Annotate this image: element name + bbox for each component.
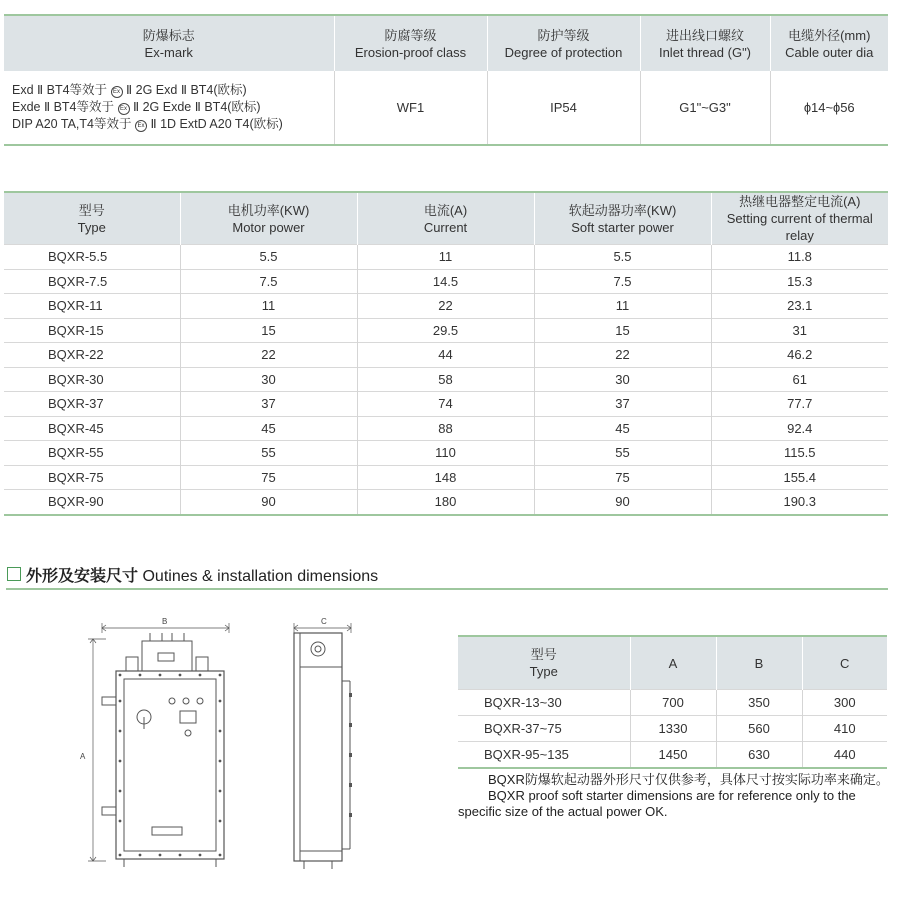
column-header: 电缆外径(mm) Cable outer dia xyxy=(770,15,888,71)
dim-label-c: C xyxy=(321,617,327,626)
value-cell: 7.5 xyxy=(534,269,711,294)
ex-symbol-icon: Ex xyxy=(118,103,130,115)
column-header: 电机功率(KW) Motor power xyxy=(180,192,357,245)
value-cell: 190.3 xyxy=(711,490,888,515)
value-cell: 55 xyxy=(534,441,711,466)
section-heading xyxy=(6,563,888,585)
ex-mark-line: DIP A20 TA,T4等效于 Ex Ⅱ 1D ExtD A20 T4(欧标) xyxy=(12,117,283,131)
table-row xyxy=(4,343,888,368)
table-row xyxy=(4,441,888,466)
table-row xyxy=(458,690,887,716)
column-header: 型号 Type xyxy=(4,192,180,245)
value-cell: 155.4 xyxy=(711,465,888,490)
value-cell: 14.5 xyxy=(357,269,534,294)
column-header: 热继电器整定电流(A) Setting current of thermal relay xyxy=(711,192,888,245)
value-cell: 37 xyxy=(534,392,711,417)
type-cell: BQXR-45 xyxy=(4,416,180,441)
value-cell: 44 xyxy=(357,343,534,368)
value-cell: 410 xyxy=(802,716,887,742)
table-row xyxy=(4,269,888,294)
column-header: 电流(A) Current xyxy=(357,192,534,245)
type-cell: BQXR-75 xyxy=(4,465,180,490)
value-cell: 115.5 xyxy=(711,441,888,466)
value-cell: 11 xyxy=(534,294,711,319)
column-header: 型号 Type xyxy=(458,636,630,690)
section-title: 外形及安装尺寸 Outines & installation dimensions xyxy=(26,568,379,585)
table-row xyxy=(4,71,888,145)
value-cell: 15 xyxy=(180,318,357,343)
value-cell: 77.7 xyxy=(711,392,888,417)
value-cell: 5.5 xyxy=(180,245,357,270)
ex-mark-cell xyxy=(4,71,334,145)
table-row xyxy=(458,716,887,742)
type-cell: BQXR-95~135 xyxy=(458,742,630,769)
value-cell: 15.3 xyxy=(711,269,888,294)
cable-dia-cell: ɸ14~ɸ56 xyxy=(770,71,888,145)
value-cell: 23.1 xyxy=(711,294,888,319)
value-cell: 11.8 xyxy=(711,245,888,270)
value-cell: 30 xyxy=(534,367,711,392)
table-header-row xyxy=(4,15,888,71)
outline-drawing xyxy=(76,611,366,873)
value-cell: 1450 xyxy=(630,742,716,769)
value-cell: 7.5 xyxy=(180,269,357,294)
note-zh: BQXR防爆软起动器外形尺寸仅供参考，具体尺寸按实际功率来确定。 xyxy=(488,772,889,787)
ex-symbol-icon: Ex xyxy=(111,86,123,98)
type-cell: BQXR-13~30 xyxy=(458,690,630,716)
value-cell: 55 xyxy=(180,441,357,466)
table-header-row xyxy=(458,636,887,690)
note-en: BQXR proof soft starter dimensions are for reference only to the specific size of the actual power OK. xyxy=(458,788,856,819)
type-cell: BQXR-90 xyxy=(4,490,180,515)
value-cell: 5.5 xyxy=(534,245,711,270)
table-row xyxy=(4,294,888,319)
value-cell: 45 xyxy=(534,416,711,441)
value-cell: 11 xyxy=(180,294,357,319)
type-cell: BQXR-15 xyxy=(4,318,180,343)
table-row xyxy=(4,416,888,441)
table-header-row xyxy=(4,192,888,245)
table-row xyxy=(4,245,888,270)
type-cell: BQXR-11 xyxy=(4,294,180,319)
value-cell: 37 xyxy=(180,392,357,417)
value-cell: 700 xyxy=(630,690,716,716)
value-cell: 75 xyxy=(180,465,357,490)
table-row xyxy=(458,742,887,769)
value-cell: 300 xyxy=(802,690,887,716)
type-cell: BQXR-30 xyxy=(4,367,180,392)
value-cell: 180 xyxy=(357,490,534,515)
value-cell: 350 xyxy=(716,690,802,716)
reference-note xyxy=(458,772,890,820)
value-cell: 29.5 xyxy=(357,318,534,343)
type-cell: BQXR-5.5 xyxy=(4,245,180,270)
value-cell: 148 xyxy=(357,465,534,490)
column-header: A xyxy=(630,636,716,690)
value-cell: 22 xyxy=(534,343,711,368)
value-cell: 560 xyxy=(716,716,802,742)
table-row xyxy=(4,392,888,417)
column-header: 防护等级 Degree of protection xyxy=(487,15,640,71)
value-cell: 45 xyxy=(180,416,357,441)
value-cell: 90 xyxy=(534,490,711,515)
ex-spec-table xyxy=(4,14,888,146)
protection-cell: IP54 xyxy=(487,71,640,145)
column-header: 进出线口螺纹 Inlet thread (G") xyxy=(640,15,770,71)
type-cell: BQXR-55 xyxy=(4,441,180,466)
value-cell: 1330 xyxy=(630,716,716,742)
front-view xyxy=(80,617,229,867)
dimension-table xyxy=(458,635,887,769)
type-cell: BQXR-7.5 xyxy=(4,269,180,294)
ex-symbol-icon: Ex xyxy=(135,120,147,132)
table-row xyxy=(4,318,888,343)
table-row xyxy=(4,465,888,490)
section-divider xyxy=(6,588,888,590)
ex-mark-line: Exd Ⅱ BT4等效于 Ex Ⅱ 2G Exd Ⅱ BT4(欧标) xyxy=(12,83,247,97)
value-cell: 74 xyxy=(357,392,534,417)
value-cell: 22 xyxy=(357,294,534,319)
value-cell: 22 xyxy=(180,343,357,368)
column-header: 防爆标志 Ex-mark xyxy=(4,15,334,71)
inlet-thread-cell: G1"~G3" xyxy=(640,71,770,145)
value-cell: 61 xyxy=(711,367,888,392)
type-cell: BQXR-22 xyxy=(4,343,180,368)
value-cell: 630 xyxy=(716,742,802,769)
dim-label-a: A xyxy=(80,752,86,761)
value-cell: 88 xyxy=(357,416,534,441)
value-cell: 11 xyxy=(357,245,534,270)
power-spec-table xyxy=(4,191,888,516)
type-cell: BQXR-37~75 xyxy=(458,716,630,742)
value-cell: 30 xyxy=(180,367,357,392)
column-header: B xyxy=(716,636,802,690)
table-row xyxy=(4,490,888,515)
value-cell: 440 xyxy=(802,742,887,769)
value-cell: 110 xyxy=(357,441,534,466)
table-row xyxy=(4,367,888,392)
value-cell: 31 xyxy=(711,318,888,343)
ex-mark-line: Exde Ⅱ BT4等效于 Ex Ⅱ 2G Exde Ⅱ BT4(欧标) xyxy=(12,100,261,114)
type-cell: BQXR-37 xyxy=(4,392,180,417)
value-cell: 46.2 xyxy=(711,343,888,368)
dim-label-b: B xyxy=(162,617,168,626)
column-header: 软起动器功率(KW) Soft starter power xyxy=(534,192,711,245)
column-header: 防腐等级 Erosion-proof class xyxy=(334,15,487,71)
value-cell: 75 xyxy=(534,465,711,490)
value-cell: 58 xyxy=(357,367,534,392)
checkbox-square-icon xyxy=(7,567,21,581)
value-cell: 90 xyxy=(180,490,357,515)
side-view xyxy=(294,617,352,869)
value-cell: 15 xyxy=(534,318,711,343)
column-header: C xyxy=(802,636,887,690)
erosion-class-cell: WF1 xyxy=(334,71,487,145)
value-cell: 92.4 xyxy=(711,416,888,441)
